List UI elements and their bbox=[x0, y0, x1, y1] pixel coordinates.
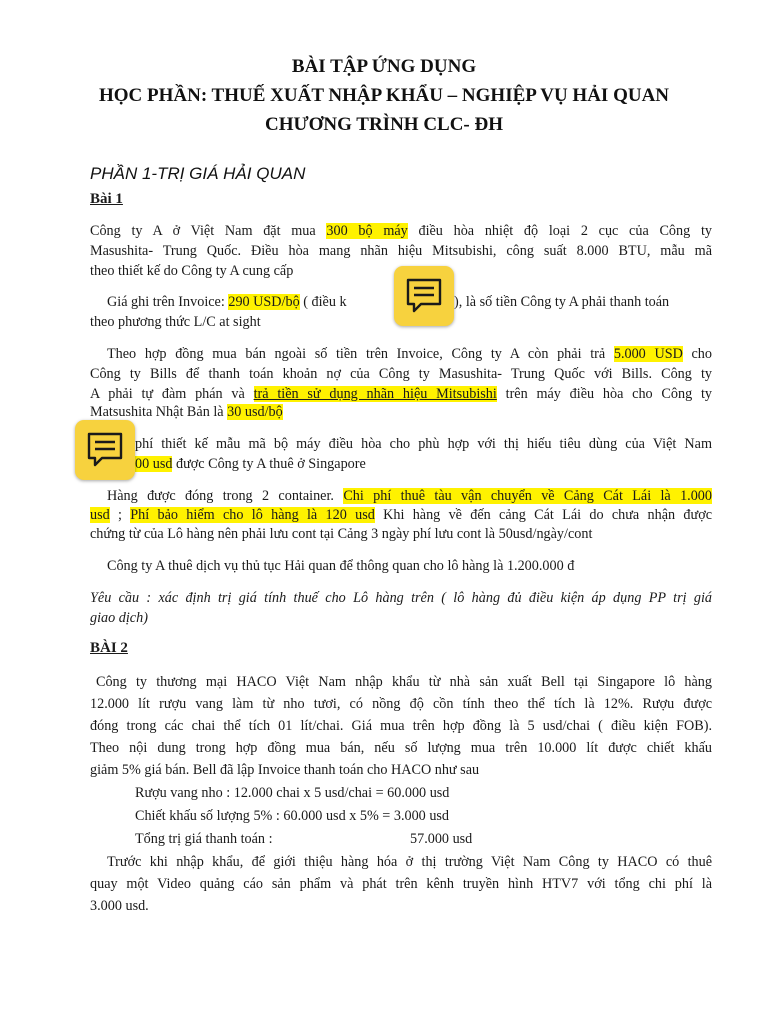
exercise-1-heading: Bài 1 bbox=[90, 191, 123, 207]
comment-icon[interactable] bbox=[394, 266, 454, 326]
exercise-2-heading: BÀI 2 bbox=[90, 640, 128, 656]
paragraph-line: Công ty thương mại HACO Việt Nam nhập khẩu từ nhà sản xuất Bell tại Singapore lô hàng bbox=[96, 674, 712, 690]
paragraph-line: Theo hợp đồng mua bán ngoài số tiền trên Invoice, Công ty A còn phải trả 5.000 USD cho bbox=[107, 346, 712, 362]
course-title: HỌC PHẦN: THUẾ XUẤT NHẬP KHẨU – NGHIỆP VỤ HẢI QUAN bbox=[98, 85, 670, 106]
highlight: 30 usd/bộ bbox=[227, 404, 283, 420]
paragraph-line: theo thiết kế do Công ty A cung cấp bbox=[90, 263, 294, 279]
paragraph-line: Theo nội dung trong hợp đồng mua bán, nếu số lượng mua trên 10.000 lít được chiết khấu bbox=[90, 740, 712, 756]
highlight: Chi phí thuê tàu vận chuyển về Cảng Cát Lái là 1.000 bbox=[343, 488, 712, 504]
program-title: CHƯƠNG TRÌNH CLC- ĐH bbox=[264, 114, 504, 135]
requirement-line: Yêu cầu : xác định trị giá tính thuế cho Lô hàng trên ( lô hàng đủ điều kiện áp dụng PP trị giá bbox=[90, 590, 712, 606]
document-title: BÀI TẬP ỨNG DỤNG bbox=[291, 56, 477, 77]
highlight: 290 USD/bộ bbox=[228, 294, 300, 310]
highlight: trả tiền sử dụng nhãn hiệu Mitsubishi bbox=[253, 386, 497, 402]
paragraph-line: Công ty A thuê dịch vụ thủ tục Hải quan để thông quan cho lô hàng là 1.200.000 đ bbox=[107, 558, 575, 574]
calc-total-value: 57.000 usd bbox=[410, 831, 473, 847]
paragraph-line: Matsushita Nhật Bản là 30 usd/bộ bbox=[90, 404, 283, 420]
highlight: 00 usd bbox=[135, 456, 173, 472]
paragraph-line: phí thiết kế mẫu mã bộ máy điều hòa cho phù hợp với thị hiếu tiêu dùng của Việt Nam bbox=[135, 436, 712, 452]
paragraph-line: Hàng được đóng trong 2 container. Chi phí thuê tàu vận chuyển về Cảng Cát Lái là 1.000 bbox=[107, 488, 712, 504]
section-heading: PHẦN 1-TRỊ GIÁ HẢI QUAN bbox=[90, 164, 306, 183]
paragraph-line: 3.000 usd. bbox=[90, 898, 149, 914]
comment-icon bbox=[404, 276, 444, 316]
paragraph-line: ), là số tiền Công ty A phải thanh toán bbox=[454, 294, 670, 310]
paragraph-line: Masushita- Trung Quốc. Điều hòa mang nhãn hiệu Mitsubishi, công suất 8.000 BTU, mẫu mã bbox=[90, 243, 712, 259]
comment-icon[interactable] bbox=[75, 420, 135, 480]
paragraph-line: đóng trong các chai thể tích 01 lít/chai. Giá mua trên hợp đồng là 5 usd/chai ( điều kiện FOB). bbox=[90, 718, 712, 734]
highlight: 300 bộ máy bbox=[326, 223, 408, 239]
paragraph-line: Công ty A ở Việt Nam đặt mua 300 bộ máy điều hòa nhiệt độ loại 2 cục của Công ty bbox=[90, 223, 712, 239]
calc-line: Tổng trị giá thanh toán : bbox=[135, 831, 273, 847]
paragraph-line: Trước khi nhập khẩu, để giới thiệu hàng hóa ở thị trường Việt Nam Công ty HACO có thuê bbox=[107, 854, 712, 870]
paragraph-line: 00 usd được Công ty A thuê ở Singapore bbox=[135, 456, 366, 472]
comment-icon bbox=[85, 430, 125, 470]
requirement-line: giao dịch) bbox=[90, 610, 148, 626]
highlight: Phí bảo hiểm cho lô hàng là 120 usd bbox=[130, 507, 375, 523]
paragraph-line: quay một Video quảng cáo sản phẩm và phát trên kênh truyền hình HTV7 với tổng chi phí là bbox=[90, 876, 712, 892]
highlight: usd bbox=[90, 507, 110, 523]
calc-line: Rượu vang nho : 12.000 chai x 5 usd/chai = 60.000 usd bbox=[135, 785, 450, 801]
paragraph-line: Công ty Bills để thanh toán khoản nợ của Công ty Masushita- Trung Quốc với Bills. Công ty bbox=[90, 366, 712, 382]
paragraph-line: usd ; Phí bảo hiểm cho lô hàng là 120 usd Khi hàng về đến cảng Cát Lái do chưa nhận được bbox=[90, 507, 712, 523]
paragraph-line: giảm 5% giá bán. Bell đã lập Invoice thanh toán cho HACO như sau bbox=[90, 762, 480, 778]
paragraph-line: A phải tự đàm phán và trả tiền sử dụng nhãn hiệu Mitsubishi trên máy điều hòa cho Công ty bbox=[90, 386, 712, 402]
highlight: 5.000 USD bbox=[613, 346, 683, 362]
paragraph-line: Giá ghi trên Invoice: 290 USD/bộ ( điều k bbox=[107, 294, 347, 310]
calc-line: Chiết khấu số lượng 5% : 60.000 usd x 5% = 3.000 usd bbox=[135, 808, 450, 824]
paragraph-line: 12.000 lít rượu vang làm từ nho tươi, có nồng độ cồn tính theo thể tích là 12%. Rượu được bbox=[90, 696, 712, 712]
paragraph-line: theo phương thức L/C at sight bbox=[90, 314, 261, 330]
paragraph-line: chứng từ của Lô hàng nên phải lưu cont tại Cảng 3 ngày phí lưu cont là 50usd/ngày/cont bbox=[90, 526, 593, 542]
